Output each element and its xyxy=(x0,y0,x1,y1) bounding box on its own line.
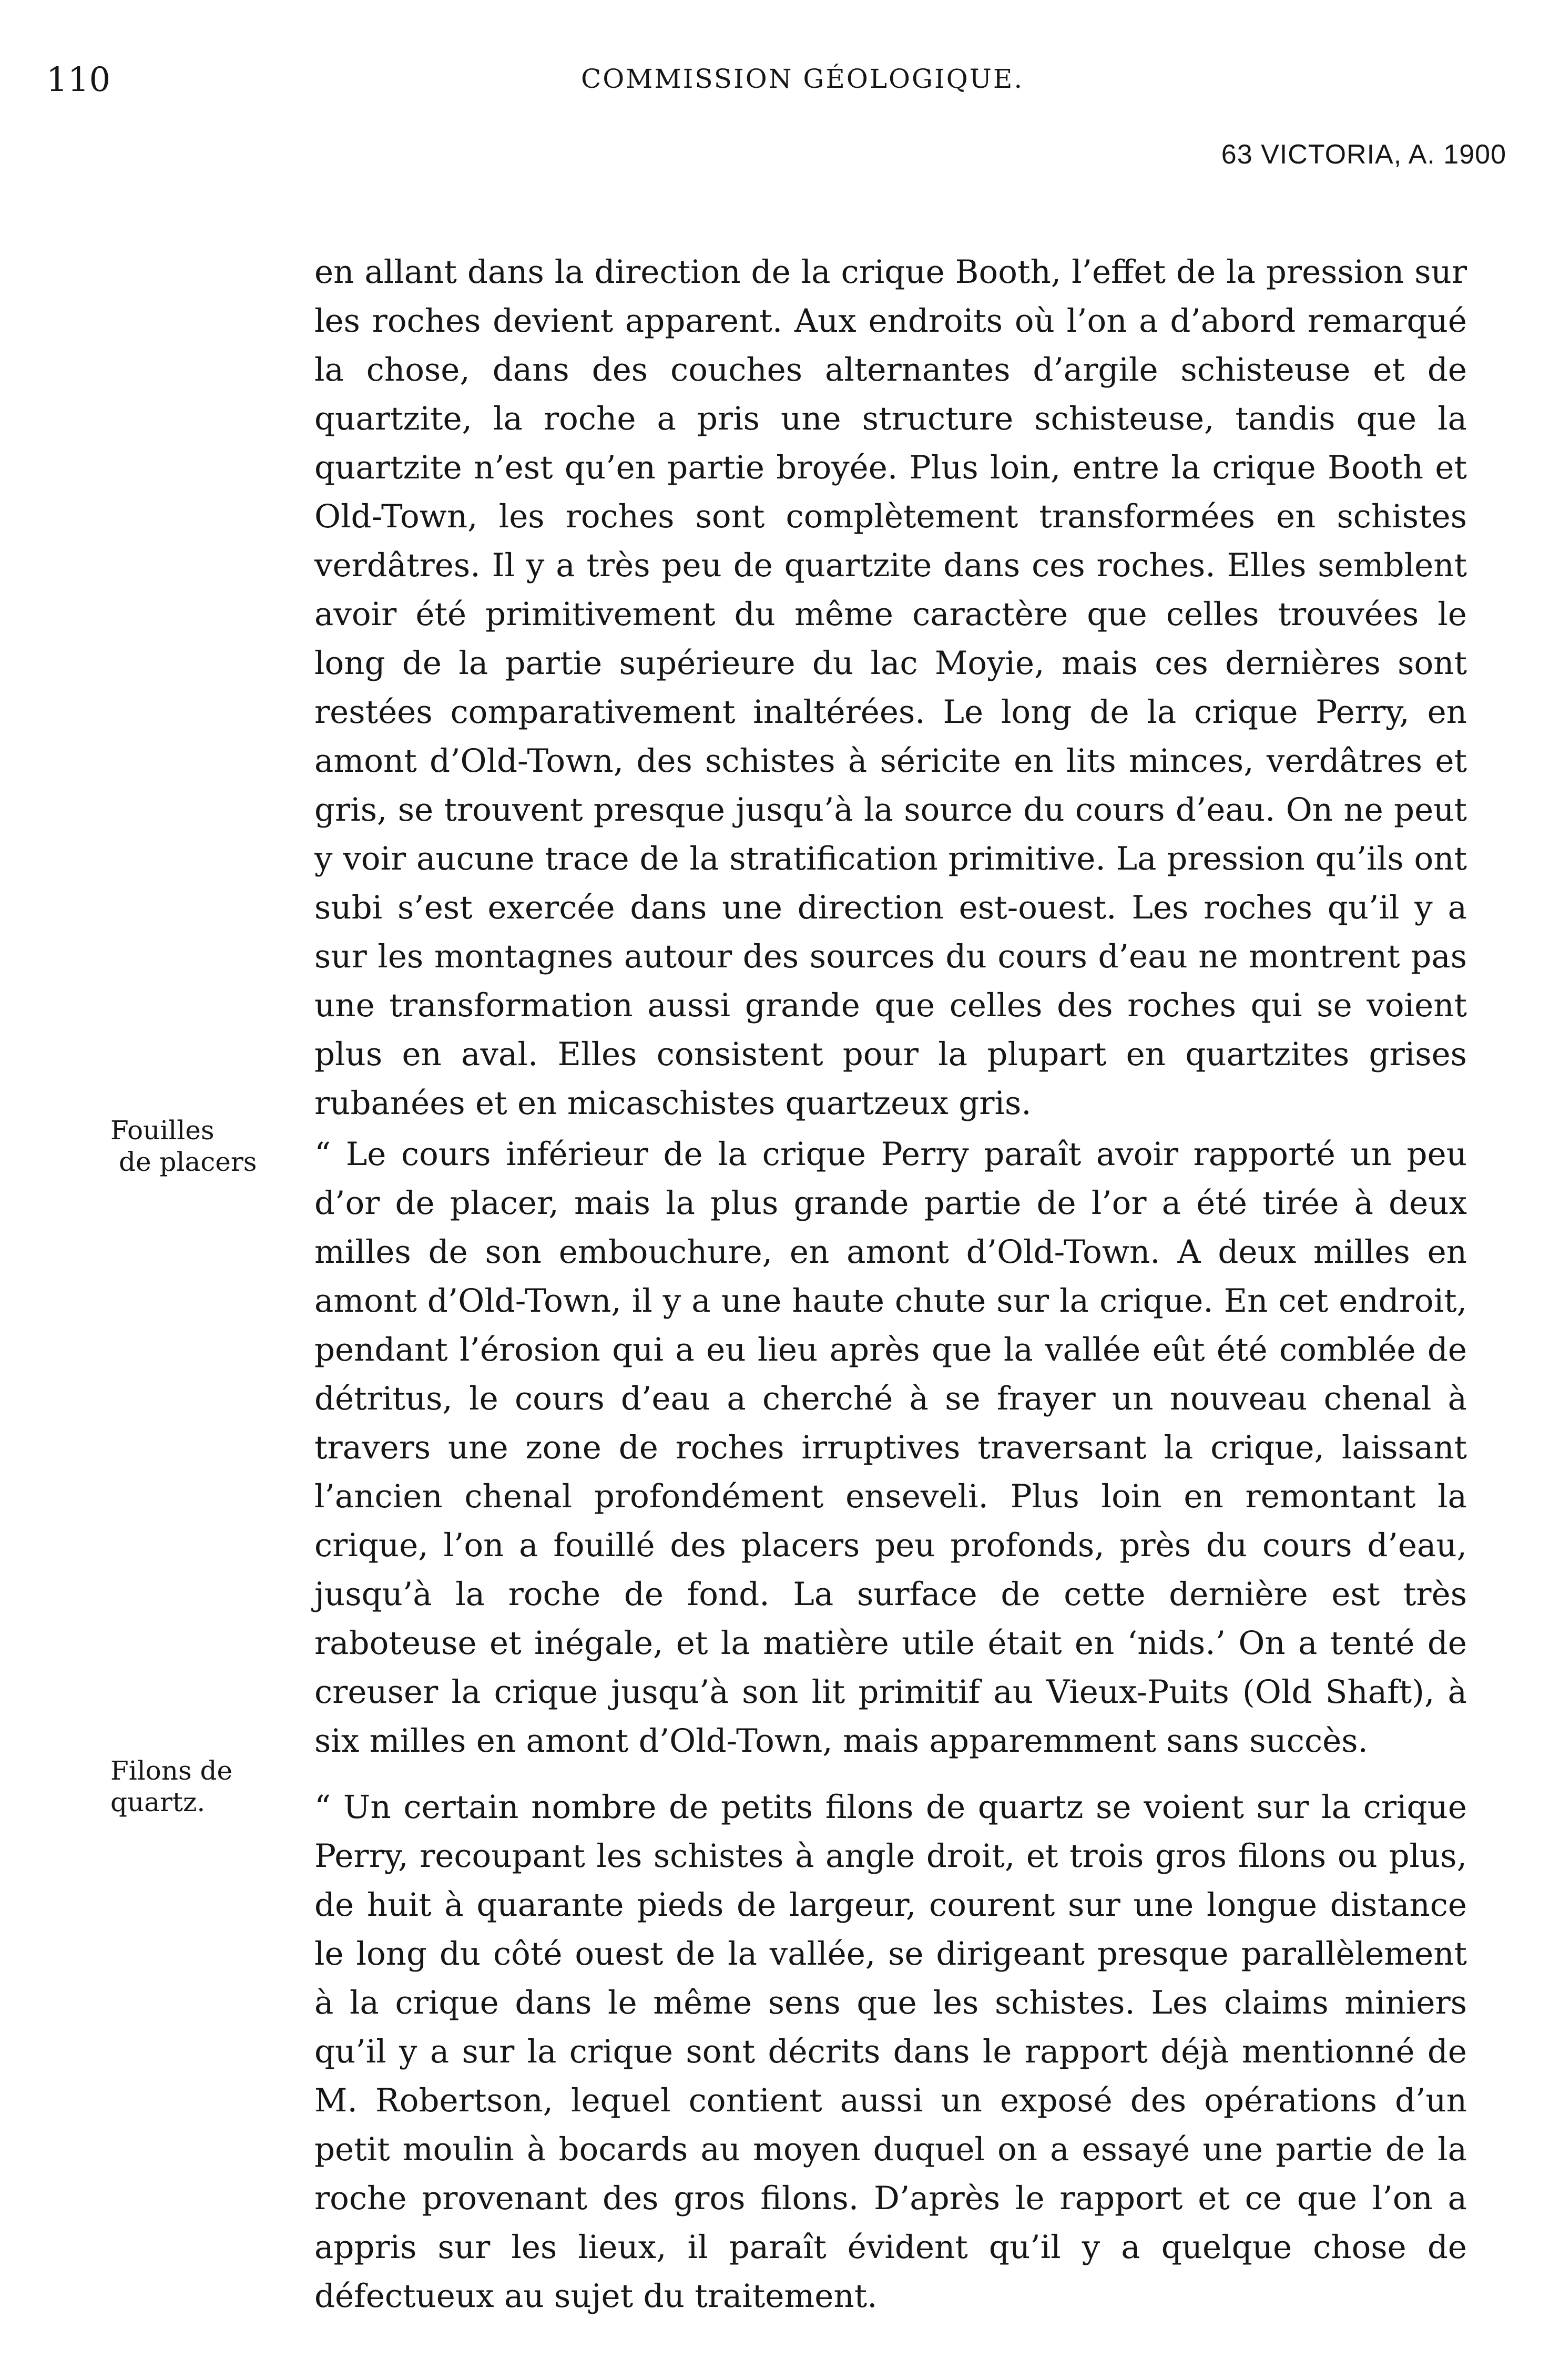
margin-note-line: de placers xyxy=(119,1147,257,1177)
margin-note-quartz xyxy=(110,1755,232,1818)
margin-note-line: Filons de xyxy=(110,1755,233,1786)
margin-note-line: Fouilles xyxy=(110,1115,215,1146)
paragraph-placers: “ Le cours inférieur de la crique Perry paraît avoir rapporté un peu d’or de placer, mais la plus grande partie de l’or a été tirée à deux milles de son embouchure, en amont d’Old-Town. A deux milles en amont d’Old-Town, il y a une haute chute sur la crique. En cet endroit, pendant l’érosion qui a eu lieu après que la vallée eût été comblée de détritus, le cours d’eau a cherché à se frayer un nouveau chenal à travers une zone de roches irruptives traversant la crique, laissant l’ancien chenal profondément enseveli. Plus loin en remontant la crique, l’on a fouillé des placers peu profonds, près du cours d’eau, jusqu’à la roche de fond. La surface de cette dernière est très raboteuse et inégale, et la matière utile était en ‘nids.’ On a tenté de creuser la crique jusqu’à son lit primitif au Vieux-Puits (Old Shaft), à six milles en amont d’Old-Town, mais apparemment sans succès. xyxy=(314,1136,1467,1760)
session-tag: 63 VICTORIA, A. 1900 xyxy=(1221,139,1506,170)
running-head: COMMISSION GÉOLOGIQUE. xyxy=(581,64,1024,94)
paragraph-filons: “ Un certain nombre de petits filons de quartz se voient sur la crique Perry, recoupant les schistes à angle droit, et trois gros filons ou plus, de huit à quarante pieds de largeur, courent sur une longue distance le long du côté ouest de la vallée, se dirigeant presque parallèlement à la crique dans le même sens que les schistes. Les claims miniers qu’il y a sur la crique sont décrits dans le rapport déjà mentionné de M. Robertson, lequel contient aussi un exposé des opérations d’un petit moulin à bocards au moyen duquel on a essayé une partie de la roche provenant des gros filons. D’après le rapport et ce que l’on a appris sur les lieux, il paraît évident qu’il y a quelque chose de défectueux au sujet du traitement. xyxy=(314,1789,1467,2315)
margin-note-placers xyxy=(110,1115,257,1178)
page-number: 110 xyxy=(46,60,111,99)
paragraph-pression: en allant dans la direction de la crique Booth, l’effet de la pression sur les roches devient apparent. Aux endroits où l’on a d’abord remarqué la chose, dans des couches alternantes d’argile schisteuse et de quartzite, la roche a pris une structure schisteuse, tandis que la quartzite n’est qu’en partie broyée. Plus loin, entre la crique Booth et Old-Town, les roches sont complètement transformées en schistes verdâtres. Il y a très peu de quartzite dans ces roches. Elles semblent avoir été primitivement du même caractère que celles trouvées le long de la partie supérieure du lac Moyie, mais ces dernières sont restées comparativement inaltérées. Le long de la crique Perry, en amont d’Old-Town, des schistes à séricite en lits minces, verdâtres et gris, se trouvent presque jusqu’à la source du cours d’eau. On ne peut y voir aucune trace de la stratification primitive. La pression qu’ils ont subi s’est exercée dans une direction est-ouest. Les roches qu’il y a sur les montagnes autour des sources du cours d’eau ne montrent pas une transformation aussi grande que celles des roches qui se voient plus en aval. Elles consistent pour la plupart en quartzites grises rubanées et en micaschistes quartzeux gris. xyxy=(314,253,1467,1122)
margin-note-line: quartz. xyxy=(110,1787,206,1817)
